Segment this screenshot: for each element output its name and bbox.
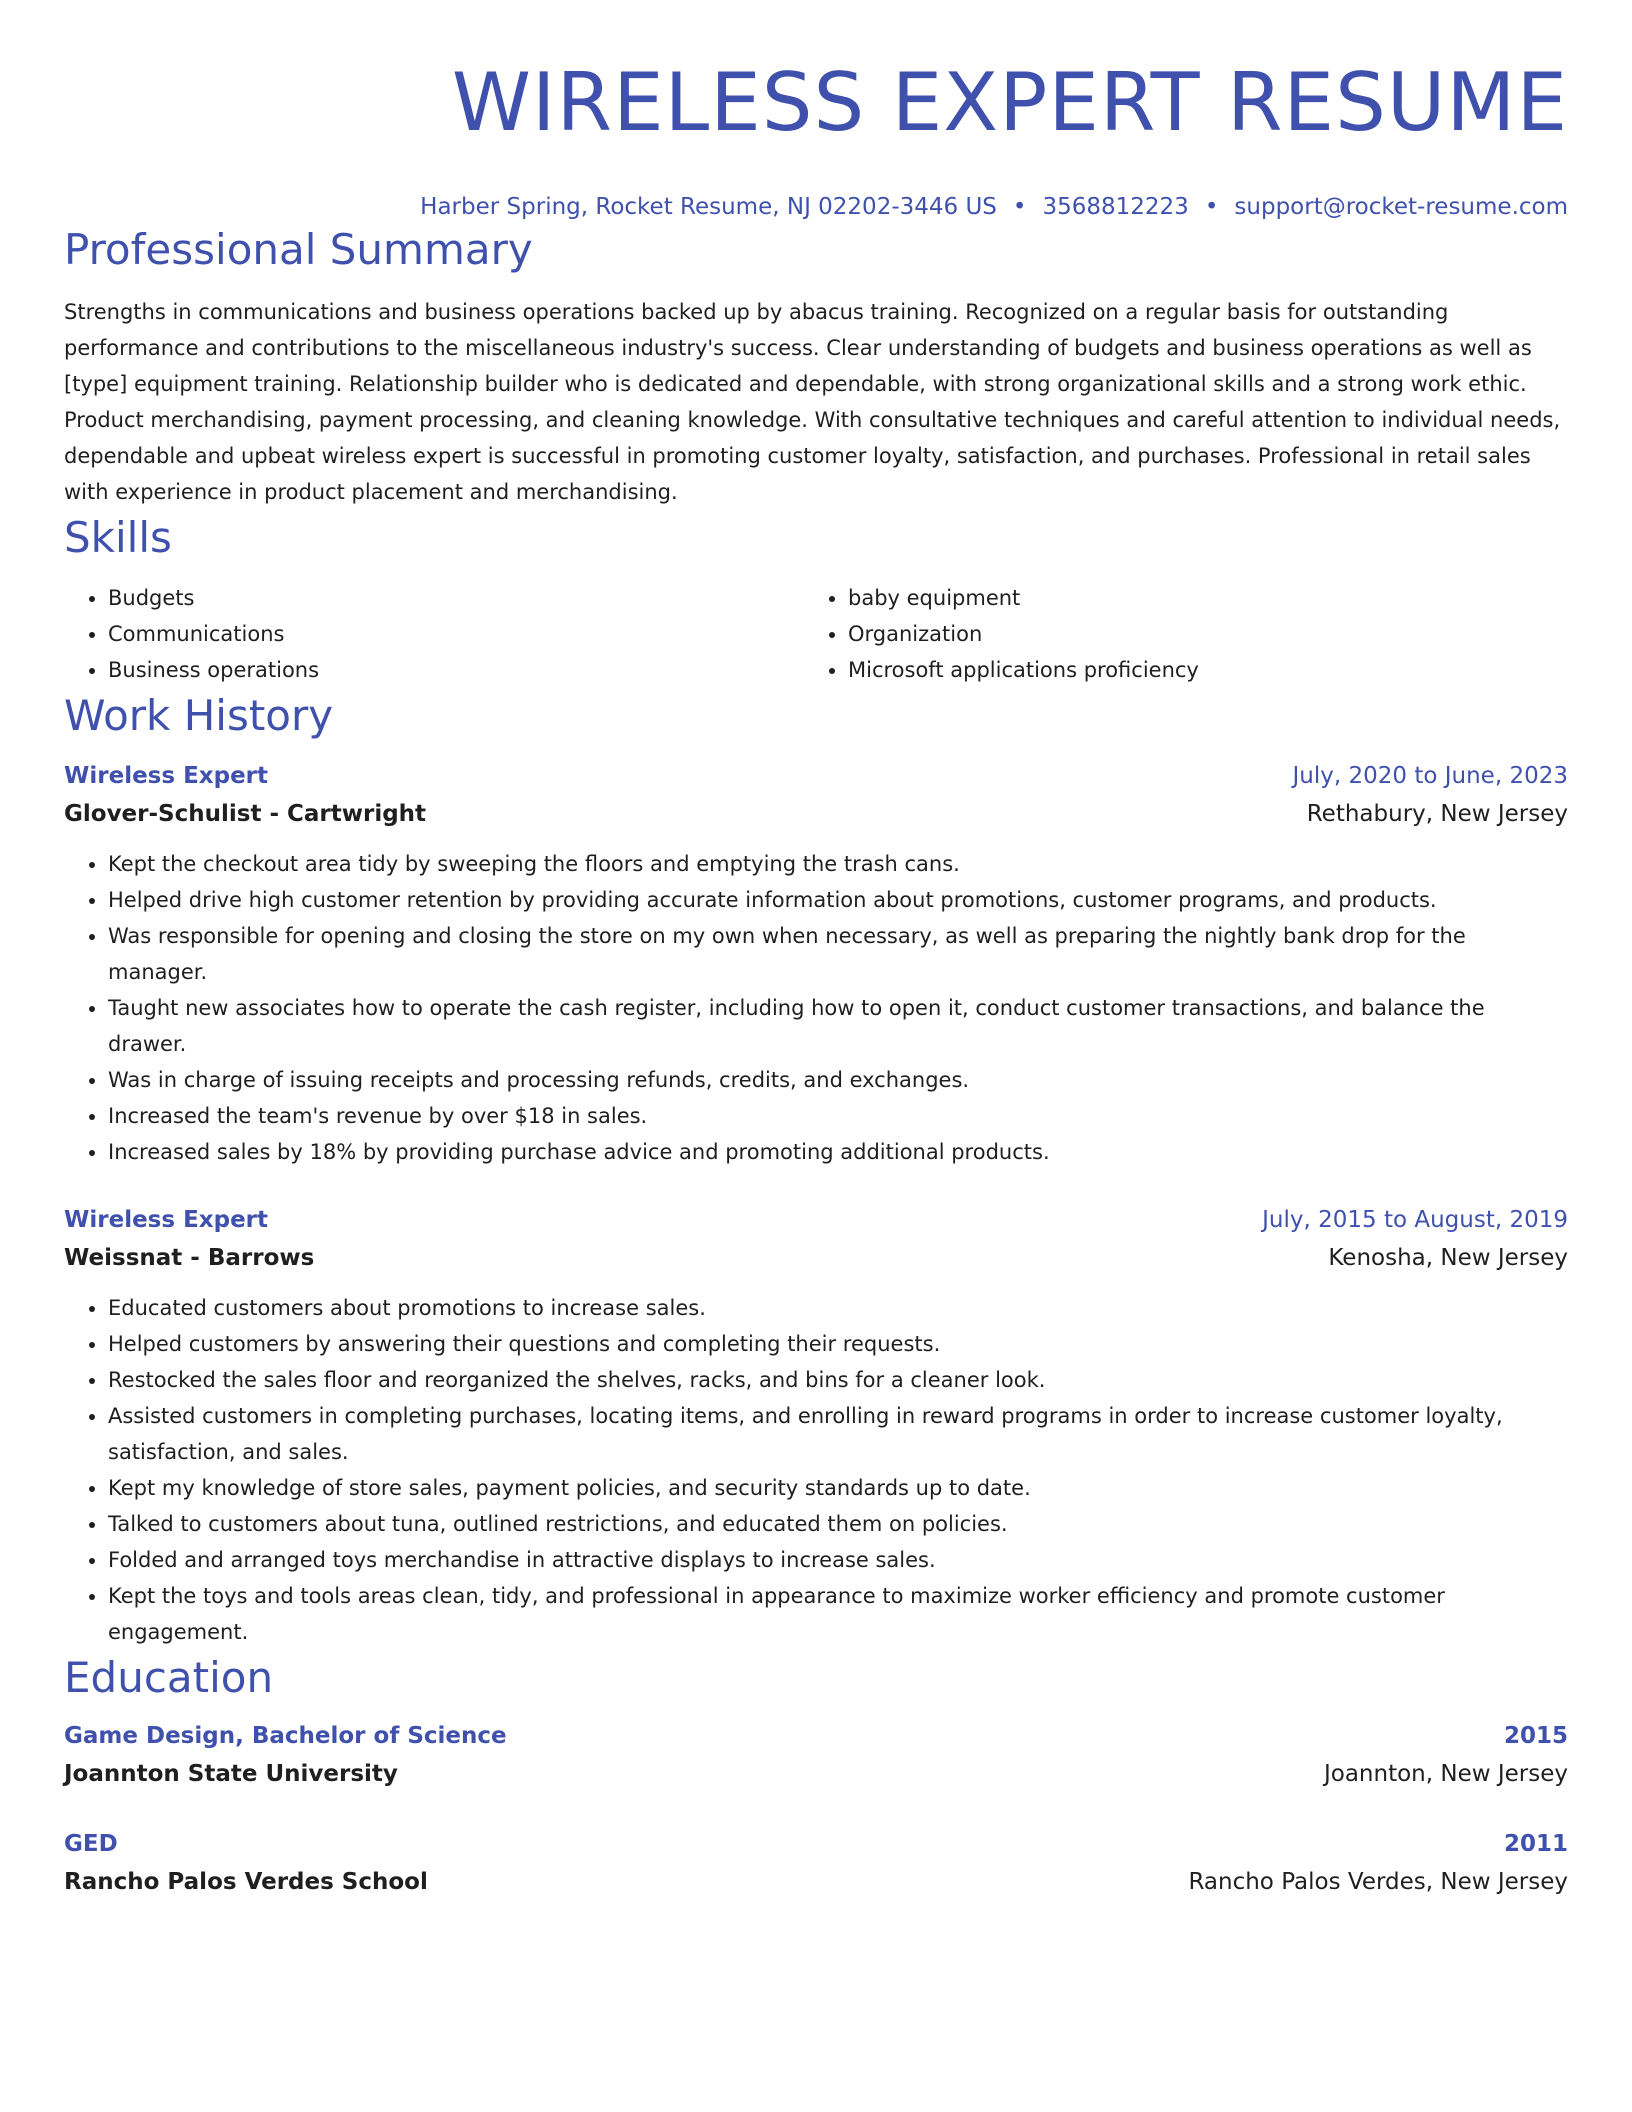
job-dates: July, 2015 to August, 2019	[1262, 1207, 1568, 1233]
contact-line	[64, 192, 1568, 222]
job-bullet: • Talked to customers about tuna, outlined restrictions, and educated them on policies.	[108, 1506, 1568, 1542]
education-entry	[64, 1718, 1568, 1794]
education-year: 2015	[1503, 1723, 1568, 1749]
job-bullet: • Restocked the sales floor and reorganized the shelves, racks, and bins for a cleaner look.	[108, 1362, 1568, 1398]
job-location: Kenosha, New Jersey	[1328, 1245, 1568, 1271]
skill-item: • Budgets	[108, 580, 804, 616]
education-school: Rancho Palos Verdes School	[64, 1869, 428, 1895]
skills-column-left	[64, 580, 804, 688]
skills-heading: Skills	[64, 513, 172, 562]
job-title: Wireless Expert	[64, 1207, 269, 1233]
job-bullet: • Taught new associates how to operate the cash register, including how to open it, conduct customer transactions, and balance the drawer.	[108, 990, 1568, 1062]
job-employer: Glover-Schulist - Cartwright	[64, 801, 427, 827]
job-bullet: • Educated customers about promotions to increase sales.	[108, 1290, 1568, 1326]
skills-section	[64, 510, 1568, 688]
resume-title: WIRELESS EXPERT RESUME	[451, 56, 1568, 149]
work-history-heading: Work History	[64, 691, 334, 740]
work-history-section	[64, 688, 1568, 1650]
job-bullets	[64, 1290, 1568, 1650]
summary-text: Strengths in communications and business operations backed up by abacus training. Recognized on a regular basis for outstanding performance and contributions to the miscellaneous industry's success. Clear understanding of budgets and business operations as well as [type] equipment training. Relationship builder who is dedicated and dependable, with strong organizational skills and a strong work ethic. Product merchandising, payment processing, and cleaning knowledge. With consultative techniques and careful attention to individual needs, dependable and upbeat wireless expert is successful in promoting customer loyalty, satisfaction, and purchases. Professional in retail sales with experience in product placement and merchandising.	[64, 300, 1561, 504]
summary-heading: Professional Summary	[64, 225, 533, 274]
job-bullet: • Folded and arranged toys merchandise in attractive displays to increase sales.	[108, 1542, 1568, 1578]
job-entry	[64, 758, 1568, 1170]
job-entry	[64, 1202, 1568, 1650]
education-location: Joannton, New Jersey	[1323, 1761, 1568, 1787]
summary-section	[64, 222, 1568, 510]
contact-phone: 3568812223	[1042, 194, 1189, 220]
skill-item: • Organization	[848, 616, 1544, 652]
contact-email: support@rocket-resume.com	[1234, 194, 1568, 220]
job-dates: July, 2020 to June, 2023	[1292, 763, 1568, 789]
job-bullet: • Increased the team's revenue by over $18 in sales.	[108, 1098, 1568, 1134]
job-bullet: • Assisted customers in completing purchases, locating items, and enrolling in reward programs in order to increase customer loyalty, satisfaction, and sales.	[108, 1398, 1568, 1470]
skill-item: • Communications	[108, 616, 804, 652]
job-location: Rethabury, New Jersey	[1306, 801, 1568, 827]
education-entry	[64, 1826, 1568, 1902]
education-heading: Education	[64, 1653, 274, 1702]
education-section	[64, 1650, 1568, 1902]
job-bullet: • Helped customers by answering their questions and completing their requests.	[108, 1326, 1568, 1362]
job-title: Wireless Expert	[64, 763, 269, 789]
skill-item: • Business operations	[108, 652, 804, 688]
education-year: 2011	[1503, 1831, 1568, 1857]
skills-column-right	[804, 580, 1544, 688]
contact-address: Harber Spring, Rocket Resume, NJ 02202-3446 US	[420, 194, 997, 220]
job-bullet: • Kept the toys and tools areas clean, tidy, and professional in appearance to maximize worker efficiency and promote customer engagement.	[108, 1578, 1568, 1650]
job-bullet: • Kept the checkout area tidy by sweeping the floors and emptying the trash cans.	[108, 846, 1568, 882]
contact-separator: •	[1012, 194, 1027, 220]
contact-separator: •	[1204, 194, 1219, 220]
job-employer: Weissnat - Barrows	[64, 1245, 315, 1271]
skill-item: • baby equipment	[848, 580, 1544, 616]
job-bullets	[64, 846, 1568, 1170]
job-bullet: • Kept my knowledge of store sales, payment policies, and security standards up to date.	[108, 1470, 1568, 1506]
skill-item: • Microsoft applications proficiency	[848, 652, 1544, 688]
job-bullet: • Was responsible for opening and closing the store on my own when necessary, as well as preparing the nightly bank drop for the manager.	[108, 918, 1568, 990]
education-degree: Game Design, Bachelor of Science	[64, 1723, 507, 1749]
skills-list	[64, 580, 1568, 688]
job-bullet: • Helped drive high customer retention by providing accurate information about promotions, customer programs, and products.	[108, 882, 1568, 918]
education-degree: GED	[64, 1831, 118, 1857]
resume-header	[64, 48, 1568, 222]
job-bullet: • Increased sales by 18% by providing purchase advice and promoting additional products.	[108, 1134, 1568, 1170]
job-bullet: • Was in charge of issuing receipts and processing refunds, credits, and exchanges.	[108, 1062, 1568, 1098]
education-school: Joannton State University	[64, 1761, 398, 1787]
education-location: Rancho Palos Verdes, New Jersey	[1188, 1869, 1568, 1895]
